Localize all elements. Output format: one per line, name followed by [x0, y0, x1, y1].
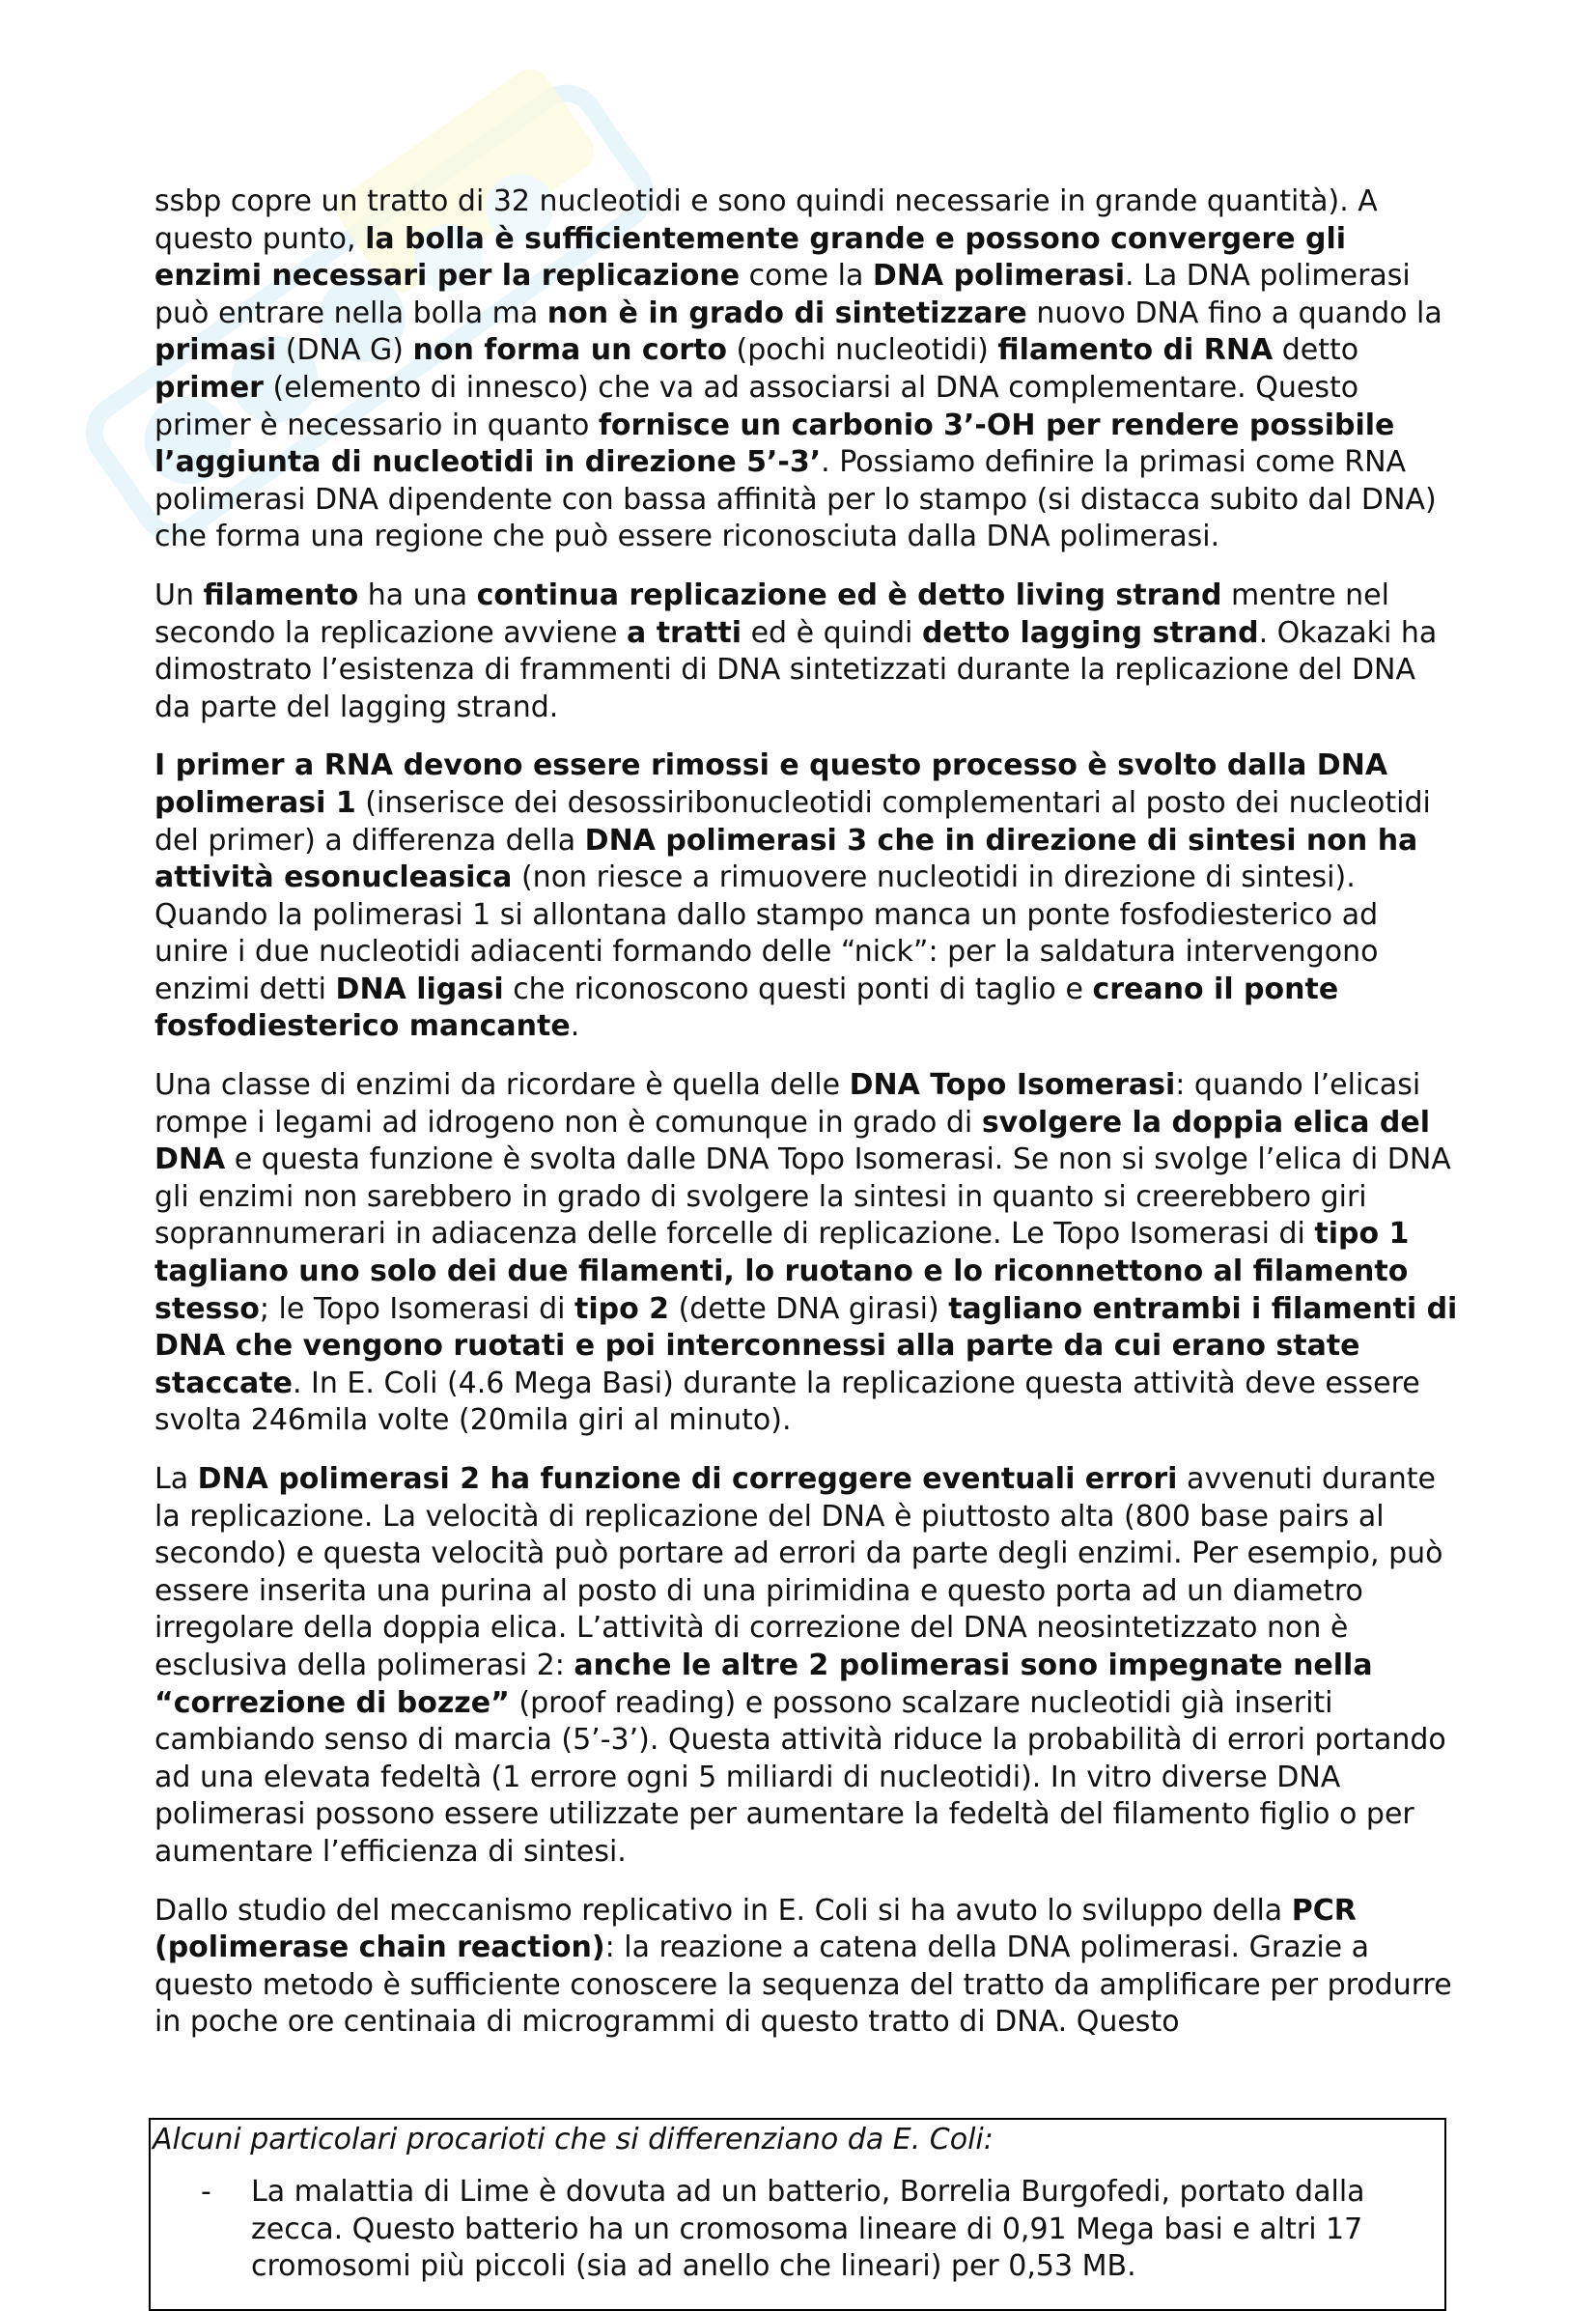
- text-segment: detto: [1273, 333, 1359, 368]
- bold-text: DNA polimerasi: [872, 259, 1126, 294]
- bold-text: creano il ponte fosfodiesterico mancante: [154, 972, 1339, 1044]
- text-segment: ha una: [358, 578, 477, 612]
- paragraph: [154, 1461, 1458, 1872]
- note-box: [149, 2118, 1446, 2311]
- bold-text: filamento: [203, 578, 359, 612]
- bold-text: a tratti: [627, 615, 742, 650]
- text-segment: (DNA G): [276, 333, 413, 368]
- bold-text: DNA polimerasi 2 ha funzione di correggere eventuali errori: [197, 1462, 1178, 1496]
- text-segment: . In E. Coli (4.6 Mega Basi) durante la replicazione questa attività deve essere svolta 246mila volte (20mila giri al minuto).: [154, 1366, 1420, 1438]
- bold-text: tipo 1 tagliano uno solo dei due filamenti, lo ruotano e lo riconnettono al filamento stesso: [154, 1217, 1410, 1326]
- bold-text: primer: [154, 370, 264, 405]
- text-segment: Un: [154, 578, 204, 612]
- text-segment: (dette DNA girasi): [669, 1291, 949, 1326]
- text-segment: (pochi nucleotidi): [727, 333, 998, 368]
- bold-text: la bolla è sufficientemente grande e possono convergere gli enzimi necessari per la replicazione: [154, 221, 1347, 294]
- paragraph: [154, 1893, 1458, 2042]
- text-segment: . Possiamo definire la primasi come RNA polimerasi DNA dipendente con bassa affinità per lo stampo (si distacca subito dal DNA) che forma una regione che può essere riconosciuta dalla DNA polimerasi.: [154, 445, 1437, 554]
- bold-text: I primer a RNA devono essere rimossi e questo processo è svolto dalla DNA polimerasi 1: [154, 748, 1388, 820]
- text-segment: e questa funzione è svolta dalle DNA Topo Isomerasi. Se non si svolge l’elica di DNA gli enzimi non sarebbero in grado di svolgere la sintesi in quanto si creerebbero giri soprannumerari in adiacenza delle forcelle di replicazione. Le Topo Isomerasi di: [154, 1142, 1451, 1252]
- text-segment: (elemento di innesco) che va ad associarsi al DNA complementare. Questo primer è necessario in quanto: [154, 370, 1359, 442]
- bold-text: tipo 2: [574, 1291, 670, 1326]
- bold-text: svolgere la doppia elica del DNA: [154, 1105, 1430, 1177]
- bold-text: primasi: [154, 333, 277, 368]
- text-segment: nuovo DNA fino a quando la: [1026, 296, 1442, 330]
- bold-text: continua replicazione ed è detto living strand: [476, 578, 1222, 612]
- text-segment: che riconoscono questi ponti di taglio e: [503, 972, 1093, 1006]
- text-segment: Una classe di enzimi da ricordare è quella delle: [154, 1068, 850, 1103]
- list-item: [151, 2174, 1444, 2286]
- bold-text: DNA Topo Isomerasi: [849, 1068, 1176, 1103]
- note-box-title: Alcuni particolari procarioti che si differenziano da E. Coli:: [153, 2123, 994, 2156]
- text-segment: La: [154, 1462, 198, 1496]
- text-segment: Dallo studio del meccanismo replicativo in E. Coli si ha avuto lo sviluppo della: [154, 1893, 1292, 1928]
- note-box-list: [151, 2174, 1444, 2286]
- bold-text: fornisce un carbonio 3’-OH per rendere possibile l’aggiunta di nucleotidi in direzione 5’-3’: [154, 408, 1395, 480]
- bold-text: detto lagging strand: [921, 615, 1259, 650]
- text-segment: mentre nel secondo la replicazione avviene: [154, 578, 1389, 650]
- text-segment: (proof reading) e possono scalzare nucleotidi già inseriti cambiando senso di marcia (5’-3’). Questa attività riduce la probabilità di errori portando ad una elevata fedeltà (1 errore ogni 5 miliardi di nucleotidi). In vitro diverse DNA polimerasi possono essere utilizzate per aumentare la fedeltà del filamento figlio o per aumentare l’efficienza di sintesi.: [154, 1685, 1446, 1869]
- list-item-text: La malattia di Lime è dovuta ad un batterio, Borrelia Burgofedi, portato dalla zecca. Questo batterio ha un cromosoma lineare di 0,91 Mega basi e altri 17 cromosomi più piccoli (sia ad anello che lineari) per 0,53 MB.: [251, 2175, 1365, 2284]
- bold-text: DNA ligasi: [335, 972, 504, 1006]
- text-segment: (inserisce dei desossiribonucleotidi complementari al posto dei nucleotidi del primer) a differenza della: [154, 785, 1431, 858]
- document-body: [154, 183, 1458, 2063]
- bold-text: anche le altre 2 polimerasi sono impegnate nella “correzione di bozze”: [154, 1648, 1373, 1720]
- paragraph: [154, 747, 1458, 1046]
- text-segment: come la: [740, 259, 873, 294]
- bold-text: non è in grado di sintetizzare: [546, 296, 1027, 330]
- bold-text: non forma un corto: [412, 333, 728, 368]
- text-segment: avvenuti durante la replicazione. La velocità di replicazione del DNA è piuttosto alta (800 base pairs al secondo) e questa velocità può portare ad errori da parte degli enzimi. Per esempio, può essere inserita una purina al posto di una pirimidina e questo porta ad un diametro irregolare della doppia elica. L’attività di correzione del DNA neosintetizzato non è esclusiva della polimerasi 2:: [154, 1462, 1443, 1682]
- text-segment: .: [570, 1009, 580, 1044]
- list-bullet: -: [201, 2175, 211, 2209]
- text-segment: ; le Topo Isomerasi di: [259, 1291, 575, 1326]
- paragraph: [154, 578, 1458, 726]
- text-segment: : quando l’elicasi rompe i legami ad idrogeno non è comunque in grado di: [154, 1068, 1421, 1140]
- paragraph: [154, 183, 1458, 556]
- text-segment: : la reazione a catena della DNA polimerasi. Grazie a questo metodo è sufficiente conoscere la sequenza del tratto da amplificare per produrre in poche ore centinaia di microgrammi di questo tratto di DNA. Questo: [154, 1931, 1452, 2040]
- bold-text: filamento di RNA: [997, 333, 1274, 368]
- bold-text: DNA polimerasi 3 che in direzione di sintesi non ha attività esonucleasica: [154, 823, 1418, 895]
- text-segment: ed è quindi: [742, 615, 922, 650]
- paragraph: [154, 1067, 1458, 1440]
- bold-text: tagliano entrambi i filamenti di DNA che vengono ruotati e poi interconnessi alla parte da cui erano state staccate: [154, 1291, 1458, 1400]
- text-segment: . Okazaki ha dimostrato l’esistenza di frammenti di DNA sintetizzati durante la replicazione del DNA da parte del lagging strand.: [154, 615, 1438, 724]
- text-segment: ssbp copre un tratto di 32 nucleotidi e sono quindi necessarie in grande quantità). A questo punto,: [154, 184, 1378, 256]
- text-segment: (non riesce a rimuovere nucleotidi in direzione di sintesi). Quando la polimerasi 1 si allontana dallo stampo manca un ponte fosfodiesterico ad unire i due nucleotidi adiacenti formando delle “nick”: per la saldatura intervengono enzimi detti: [154, 860, 1379, 1006]
- bold-text: PCR (polimerase chain reaction): [154, 1893, 1357, 1965]
- text-segment: . La DNA polimerasi può entrare nella bolla ma: [154, 259, 1411, 330]
